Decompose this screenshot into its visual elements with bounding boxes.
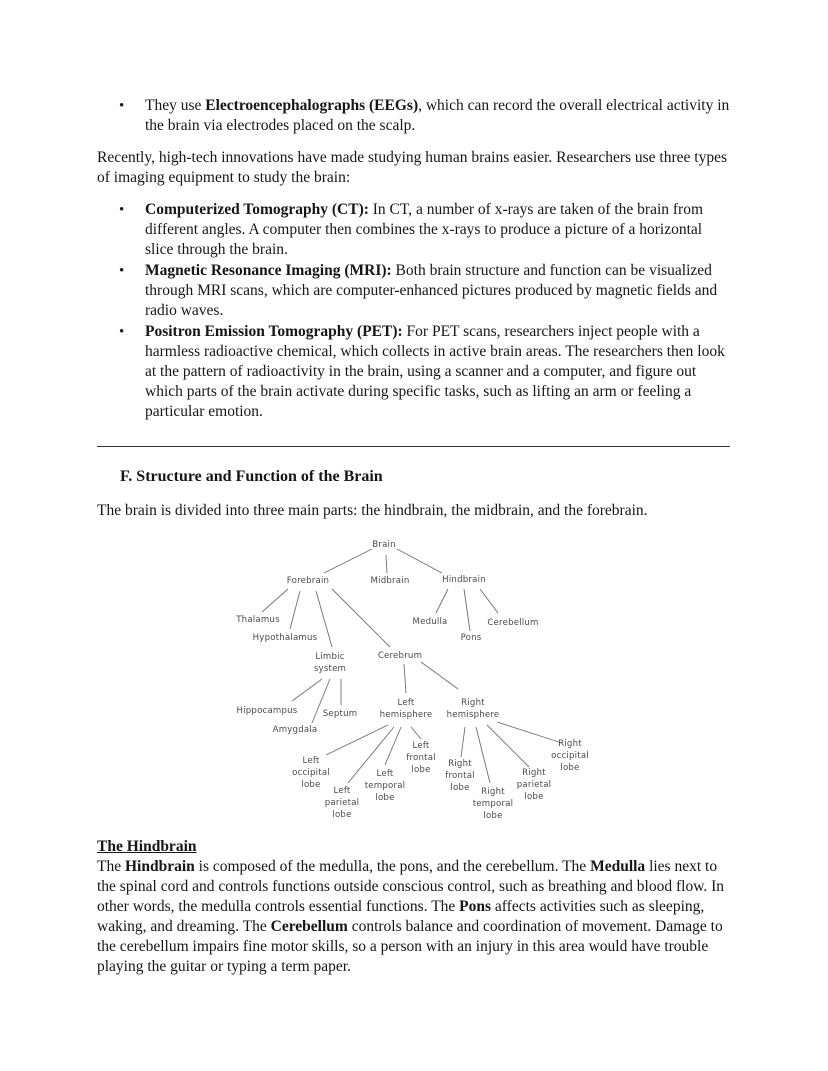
hindbrain-paragraph	[97, 857, 730, 977]
tree-node-midbrain: Midbrain	[370, 576, 410, 586]
bullet-ct	[145, 200, 730, 260]
tree-node-right-frontal-lobe: Right frontal lobe	[445, 759, 475, 793]
tree-node-cerebrum: Cerebrum	[377, 651, 423, 661]
tree-node-hindbrain: Hindbrain	[442, 575, 486, 585]
hindbrain-heading: The Hindbrain	[97, 838, 197, 855]
tree-node-right-hemisphere: Right hemisphere	[446, 698, 500, 720]
tree-node-limbic-system: Limbic system	[313, 652, 347, 674]
tree-node-pons: Pons	[460, 633, 482, 643]
tree-node-right-occipital-lobe: Right occipital lobe	[551, 739, 589, 773]
text-run: The	[97, 858, 125, 875]
tree-node-right-parietal-lobe: Right parietal lobe	[516, 768, 552, 802]
tree-node-amygdala: Amygdala	[272, 725, 318, 735]
tree-edge	[436, 589, 448, 613]
tree-edge	[461, 727, 465, 757]
tree-edge	[497, 722, 562, 743]
tree-edge	[262, 589, 288, 612]
tree-node-left-frontal-lobe: Left frontal lobe	[406, 741, 436, 775]
tree-node-left-occipital-lobe: Left occipital lobe	[292, 756, 330, 790]
tree-node-hippocampus: Hippocampus	[236, 706, 298, 716]
tree-node-left-temporal-lobe: Left temporal lobe	[364, 769, 406, 803]
tree-edge	[326, 725, 388, 755]
brain-tree-svg	[224, 533, 624, 835]
bold-term: Electroencephalographs (EEGs)	[205, 97, 419, 114]
tree-edge	[332, 589, 390, 647]
tree-node-cerebellum: Cerebellum	[487, 618, 539, 628]
tree-edge	[385, 727, 401, 765]
tree-edge	[316, 591, 332, 647]
text-run: lies next to the spinal cord and controls functions outside conscious control, such as breathing and blood flow. In other words, the medulla controls essential functions. The	[97, 858, 725, 915]
eeg-bullet-list	[97, 96, 730, 136]
bold-term: Positron Emission Tomography (PET):	[145, 323, 403, 340]
tree-node-right-temporal-lobe: Right temporal lobe	[472, 787, 514, 821]
tree-node-left-parietal-lobe: Left parietal lobe	[324, 786, 360, 820]
tree-node-septum: Septum	[322, 709, 358, 719]
text-run: is composed of the medulla, the pons, and the cerebellum. The	[194, 858, 591, 875]
tree-edge	[476, 727, 490, 783]
text-run: In CT, a number of x-rays are taken of the brain from different angles. A computer then combines the x-rays to produce a picture of a horizontal slice through the brain.	[145, 201, 704, 258]
tree-edge	[386, 555, 387, 573]
bullet-pet	[145, 322, 730, 422]
section-heading: F. Structure and Function of the Brain	[120, 468, 383, 485]
text-run: Both brain structure and function can be visualized through MRI scans, which are computer-enhanced pictures produced by magnetic fields and radio waves.	[145, 262, 718, 319]
tree-node-hypothalamus: Hypothalamus	[252, 633, 318, 643]
text-run: For PET scans, researchers inject people with a harmless radioactive chemical, which collects in active brain areas. The researchers then look at the pattern of radioactivity in the brain, using a scanner and a computer, and figure out which parts of the brain activate during specific tasks, such as lifting an arm or feeling a particular emotion.	[145, 323, 725, 420]
imaging-bullet-list	[97, 200, 730, 422]
tree-edge	[464, 589, 470, 631]
bold-term: Medulla	[590, 858, 646, 875]
text-run: , which can record the overall electrical activity in the brain via electrodes placed on the scalp.	[145, 97, 730, 134]
brain-structure-diagram	[224, 533, 624, 835]
bold-term: Magnetic Resonance Imaging (MRI):	[145, 262, 392, 279]
bold-term: Cerebellum	[270, 918, 348, 935]
tree-edge	[404, 664, 406, 693]
tree-edge	[324, 549, 372, 573]
bullet-eeg	[145, 96, 730, 136]
text-run: affects activities such as sleeping, waking, and dreaming. The	[97, 898, 705, 935]
tree-edge	[487, 725, 529, 767]
bold-term: Hindbrain	[124, 858, 195, 875]
tree-node-forebrain: Forebrain	[286, 576, 330, 586]
bold-term: Computerized Tomography (CT):	[145, 201, 369, 218]
intro-paragraph: Recently, high-tech innovations have made studying human brains easier. Researchers use three types of imaging equipment to study the brain:	[97, 149, 727, 186]
tree-node-brain: Brain	[372, 540, 396, 550]
text-run: They use	[145, 97, 206, 114]
tree-edge	[292, 679, 322, 701]
tree-node-thalamus: Thalamus	[236, 615, 280, 625]
tree-edge	[290, 591, 300, 629]
section-divider	[97, 446, 730, 447]
tree-edge	[421, 662, 458, 689]
tree-node-left-hemisphere: Left hemisphere	[379, 698, 433, 720]
tree-node-medulla: Medulla	[412, 617, 448, 627]
tree-edge	[397, 549, 442, 573]
text-run: controls balance and coordination of movement. Damage to the cerebellum impairs fine motor skills, so a person with an injury in this area would have trouble playing the guitar or typing a term paper.	[97, 918, 723, 975]
section-intro-paragraph: The brain is divided into three main parts: the hindbrain, the midbrain, and the forebrain.	[97, 502, 648, 519]
bullet-mri	[145, 261, 730, 321]
tree-edge	[480, 589, 498, 613]
tree-edge	[411, 727, 421, 739]
bold-term: Pons	[459, 898, 492, 915]
